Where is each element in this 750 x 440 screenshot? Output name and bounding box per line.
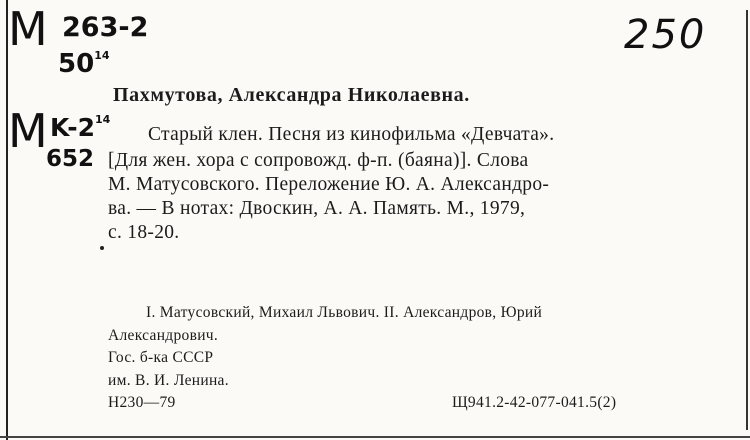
description-line-1: Старый клен. Песня из кинофильма «Девчата». [148,124,555,145]
call-number-sub-second: 652 [46,146,95,172]
description-line-3: М. Матусовского. Переложение Ю. А. Александро- [108,174,550,195]
card-code-left: Н230—79 [108,394,176,411]
call-number-code-top: 263-2 [62,12,149,43]
call-number-prefix-second: M [8,104,48,158]
call-number-prefix-top: M [8,2,48,56]
card-left-edge [6,0,8,440]
description-line-5: с. 18-20. [108,222,180,243]
call-number-sub-value: 50 [58,49,95,79]
card-bottom-edge [0,436,750,438]
description-line-4: ва. — В нотах: Двоскин, А. А. Память. М., 1979, [108,198,526,219]
card-code-right: Щ941.2-42-077-041.5(2) [452,394,617,411]
ink-dot [100,246,104,250]
author-heading: Пахмутова, Александра Николаевна. [113,84,470,106]
library-line-1: Гос. б-ка СССР [108,349,214,366]
tracing-line-2: Александрович. [108,327,219,344]
card-right-edge [746,10,748,430]
call-number-code-second-value: K-2 [50,113,95,142]
call-number-sub-top [58,49,110,79]
library-line-2: им. В. И. Ленина. [108,372,229,389]
description-line-2: [Для жен. хора с сопровожд. ф-п. (баяна)]. Слова [108,150,529,171]
call-number-code-second [50,113,110,142]
handwritten-number: 250 [624,12,707,58]
tracing-line-1: I. Матусовский, Михаил Львович. II. Александров, Юрий [146,304,543,321]
call-number-code-second-sup: 14 [94,113,111,126]
call-number-sub-sup: 14 [94,49,110,62]
